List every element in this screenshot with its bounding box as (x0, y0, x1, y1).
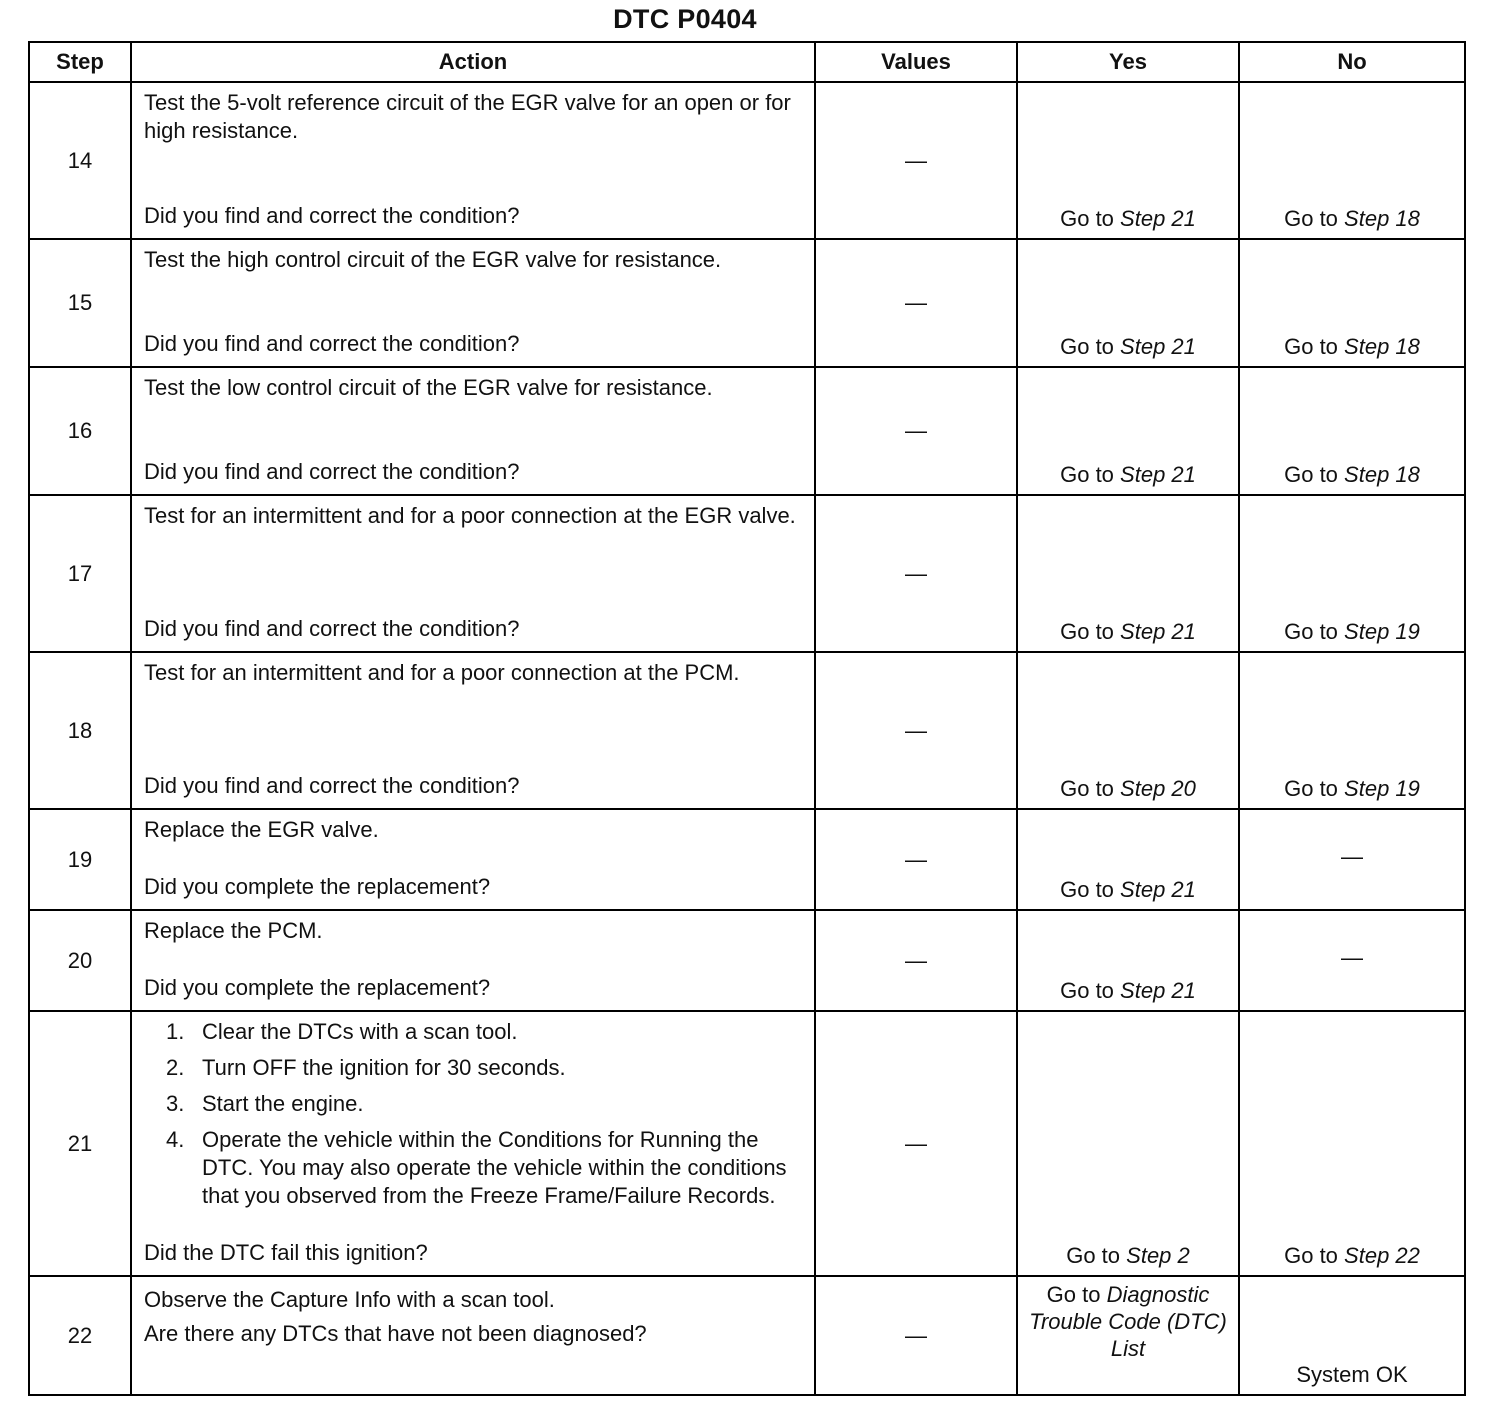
action-instruction: Replace the EGR valve. (144, 817, 379, 842)
no-step-link[interactable]: Step 22 (1344, 1243, 1420, 1268)
yes-cell (1017, 495, 1239, 652)
value-cell: — (815, 82, 1017, 239)
no-cell: System OK (1239, 1276, 1465, 1395)
yes-cell (1017, 239, 1239, 367)
step-number: 17 (29, 495, 131, 652)
action-instruction: Test for an intermittent and for a poor connection at the PCM. (144, 660, 740, 685)
action-question: Did you find and correct the condition? (144, 773, 520, 798)
step-number: 19 (29, 809, 131, 910)
no-step-link[interactable]: Step 19 (1344, 776, 1420, 801)
yes-cell (1017, 1276, 1239, 1395)
no-prefix: Go to (1284, 776, 1338, 801)
list-item: 2. Turn OFF the ignition for 30 seconds. (166, 1055, 566, 1080)
action-cell (131, 82, 815, 239)
list-item: 3. Start the engine. (166, 1091, 364, 1116)
no-cell (1239, 367, 1465, 495)
action-instruction: Observe the Capture Info with a scan tool. (144, 1287, 555, 1312)
step-number: 14 (29, 82, 131, 239)
action-question: Did you complete the replacement? (144, 874, 491, 899)
no-prefix: Go to (1284, 462, 1338, 487)
yes-prefix: Go to (1060, 206, 1114, 231)
no-prefix: Go to (1284, 1243, 1338, 1268)
yes-prefix: Go to (1046, 1282, 1101, 1307)
table-row (29, 652, 1465, 809)
yes-step-link[interactable]: Step 21 (1120, 619, 1196, 644)
table-row (29, 809, 1465, 910)
yes-cell (1017, 82, 1239, 239)
header-row (29, 42, 1465, 82)
value-cell: — (815, 367, 1017, 495)
no-step-link[interactable]: Step 18 (1344, 206, 1420, 231)
action-question: Are there any DTCs that have not been diagnosed? (144, 1321, 647, 1346)
yes-prefix: Go to (1060, 462, 1114, 487)
no-step-link[interactable]: Step 18 (1344, 462, 1420, 487)
action-question: Did the DTC fail this ignition? (144, 1240, 428, 1265)
no-cell (1239, 239, 1465, 367)
yes-cell (1017, 910, 1239, 1011)
yes-step-link[interactable]: Step 20 (1120, 776, 1196, 801)
value-cell: — (815, 239, 1017, 367)
table-row (29, 367, 1465, 495)
step-number: 22 (29, 1276, 131, 1395)
action-cell (131, 367, 815, 495)
value-cell: — (815, 910, 1017, 1011)
yes-prefix: Go to (1060, 776, 1114, 801)
no-cell (1239, 1011, 1465, 1276)
value-cell: — (815, 1011, 1017, 1276)
header-step: Step (29, 42, 131, 82)
table-row (29, 910, 1465, 1011)
yes-step-link[interactable]: Step 21 (1120, 462, 1196, 487)
yes-cell (1017, 367, 1239, 495)
yes-prefix: Go to (1060, 334, 1114, 359)
table-row (29, 239, 1465, 367)
action-instruction: Test the high control circuit of the EGR valve for resistance. (144, 247, 722, 272)
no-cell: — (1239, 910, 1465, 1011)
yes-prefix: Go to (1060, 619, 1114, 644)
no-step-link[interactable]: Step 19 (1344, 619, 1420, 644)
value-cell: — (815, 809, 1017, 910)
action-question: Did you find and correct the condition? (144, 203, 520, 228)
action-instruction: Test the low control circuit of the EGR valve for resistance. (144, 375, 713, 400)
step-number: 20 (29, 910, 131, 1011)
action-cell (131, 1011, 815, 1276)
action-question: Did you find and correct the condition? (144, 616, 520, 641)
no-cell (1239, 495, 1465, 652)
action-cell (131, 239, 815, 367)
action-question: Did you find and correct the condition? (144, 331, 520, 356)
table-row (29, 82, 1465, 239)
action-cell (131, 809, 815, 910)
action-cell (131, 495, 815, 652)
yes-step-link[interactable]: Step 21 (1120, 334, 1196, 359)
yes-step-link[interactable]: Step 2 (1126, 1243, 1190, 1268)
yes-prefix: Go to (1060, 978, 1114, 1003)
action-question: Did you complete the replacement? (144, 975, 491, 1000)
action-cell (131, 910, 815, 1011)
action-instruction: Test for an intermittent and for a poor connection at the EGR valve. (144, 503, 796, 528)
step-number: 15 (29, 239, 131, 367)
page-title: DTC P0404 (613, 4, 757, 34)
yes-prefix: Go to (1060, 877, 1114, 902)
no-cell (1239, 82, 1465, 239)
yes-step-link[interactable]: Step 21 (1120, 206, 1196, 231)
yes-cell (1017, 652, 1239, 809)
no-cell: — (1239, 809, 1465, 910)
value-cell: — (815, 1276, 1017, 1395)
yes-step-link[interactable]: Step 21 (1120, 978, 1196, 1003)
yes-dtc-list-link[interactable]: Diagnostic Trouble Code (DTC) List (1029, 1282, 1227, 1361)
no-step-link[interactable]: Step 18 (1344, 334, 1420, 359)
yes-prefix: Go to (1066, 1243, 1121, 1268)
value-cell: — (815, 495, 1017, 652)
yes-step-link[interactable]: Step 21 (1120, 877, 1196, 902)
table-row (29, 495, 1465, 652)
step-number: 16 (29, 367, 131, 495)
value-cell: — (815, 652, 1017, 809)
no-prefix: Go to (1284, 619, 1338, 644)
yes-cell (1017, 1011, 1239, 1276)
yes-cell (1017, 809, 1239, 910)
action-instruction: Test the 5-volt reference circuit of the EGR valve for an open or for high resistance. (144, 90, 791, 143)
no-prefix: Go to (1284, 206, 1338, 231)
diagnostic-table (28, 41, 1466, 1396)
step-number: 18 (29, 652, 131, 809)
step-number: 21 (29, 1011, 131, 1276)
list-item: 1. Clear the DTCs with a scan tool. (166, 1019, 518, 1044)
header-action: Action (131, 42, 815, 82)
header-yes: Yes (1017, 42, 1239, 82)
action-cell (131, 1276, 815, 1395)
no-prefix: Go to (1284, 334, 1338, 359)
no-cell (1239, 652, 1465, 809)
action-question: Did you find and correct the condition? (144, 459, 520, 484)
header-values: Values (815, 42, 1017, 82)
procedure-list (144, 1018, 804, 1210)
action-cell (131, 652, 815, 809)
header-no: No (1239, 42, 1465, 82)
list-item: 4. Operate the vehicle within the Conditions for Running the DTC. You may also operate the vehicle within the conditions that you observed from the Freeze Frame/Failure Records. (166, 1127, 787, 1208)
table-row (29, 1011, 1465, 1276)
action-instruction: Replace the PCM. (144, 918, 323, 943)
table-row (29, 1276, 1465, 1395)
